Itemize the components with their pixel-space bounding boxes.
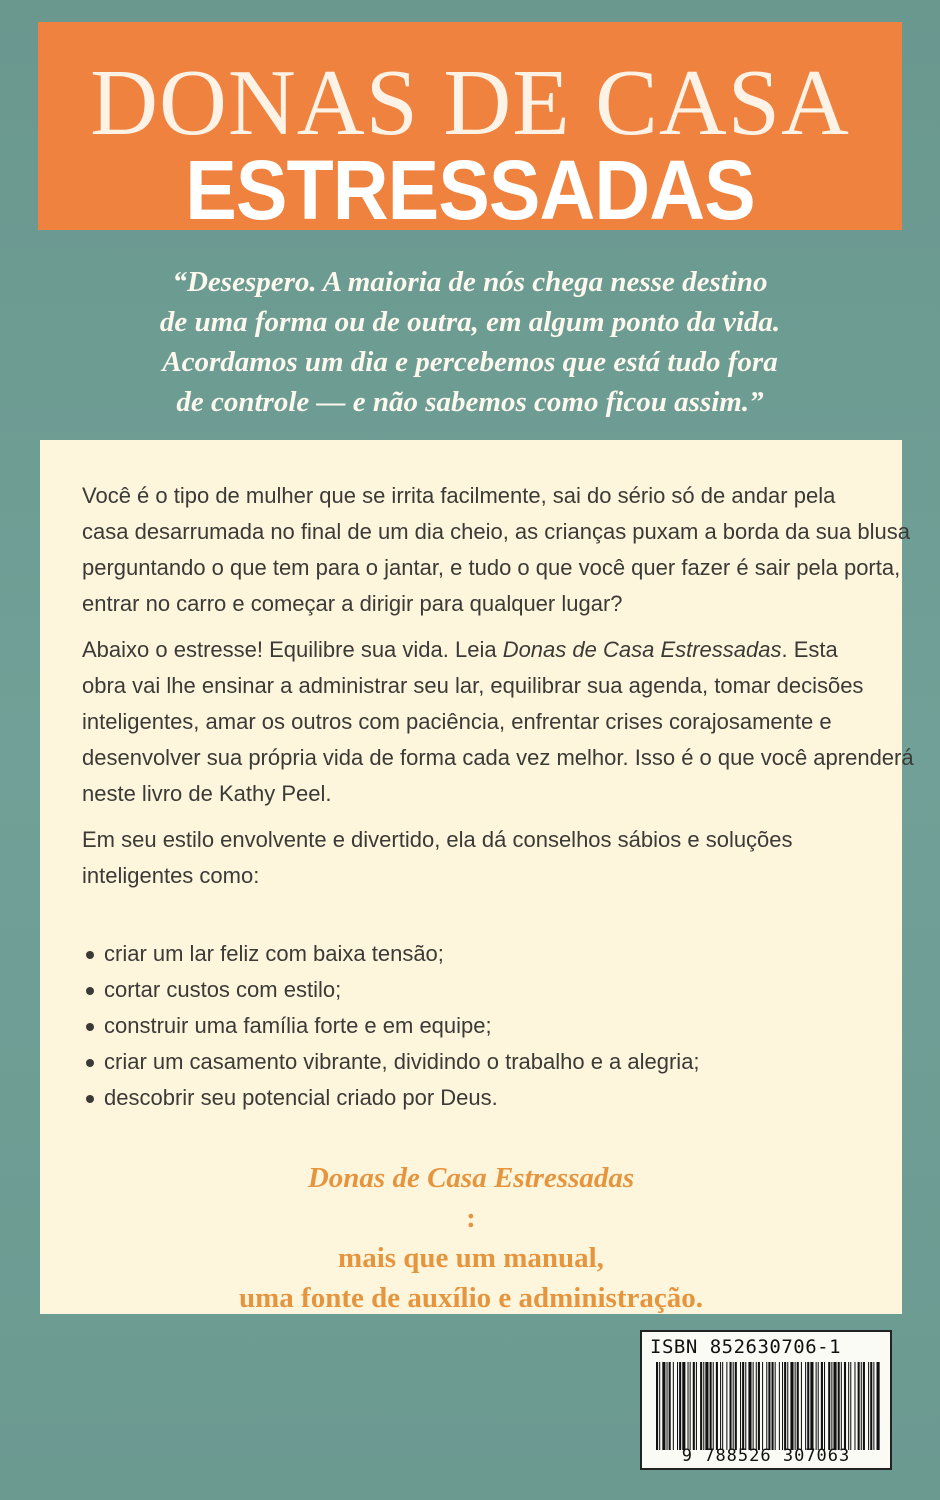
text-run: . Esta [781, 637, 838, 662]
list-item-text: cortar custos com estilo; [104, 977, 342, 1002]
barcode-bar [805, 1362, 806, 1450]
barcode-bar [816, 1362, 817, 1450]
barcode-bar [854, 1362, 855, 1450]
barcode-bar [818, 1362, 819, 1450]
barcode-bar [673, 1362, 674, 1450]
barcode-bar [821, 1362, 823, 1450]
barcode-bar [733, 1362, 734, 1450]
list-item [82, 1008, 862, 1044]
bullet-icon [86, 1059, 94, 1067]
barcode-bar [848, 1362, 849, 1450]
barcode-bar [784, 1362, 786, 1450]
barcode-bar [828, 1362, 830, 1450]
barcode-bar [831, 1362, 832, 1450]
paragraph-line: Você é o tipo de mulher que se irrita facilmente, sai do sério só de andar pela [82, 483, 836, 508]
list-item [82, 1080, 862, 1116]
barcode-bar [779, 1362, 780, 1450]
barcode-bar [696, 1362, 697, 1450]
barcode-bar [863, 1362, 865, 1450]
barcode-bar [868, 1362, 869, 1450]
list-item [82, 936, 862, 972]
barcode-bar [682, 1362, 685, 1450]
barcode-bar [810, 1362, 813, 1450]
text-run: Abaixo o estresse! Equilibre sua vida. Leia [82, 637, 503, 662]
barcode-bar [833, 1362, 836, 1450]
bullet-icon [86, 1023, 94, 1031]
barcode-bar [735, 1362, 737, 1450]
quote-line: “Desespero. A maioria de nós chega nesse destino [172, 266, 768, 298]
barcode-bar [667, 1362, 668, 1450]
barcode-bar [775, 1362, 776, 1450]
barcode-bar [756, 1362, 757, 1450]
barcode-bar [669, 1362, 671, 1450]
barcode-bar [844, 1362, 846, 1450]
tagline [40, 1158, 902, 1318]
barcode-bar [877, 1362, 880, 1450]
barcode-bar [762, 1362, 763, 1450]
barcode-icon [656, 1362, 880, 1450]
barcode-bar [795, 1362, 796, 1450]
barcode-bar [726, 1362, 727, 1450]
paragraph-line: entrar no carro e começar a dirigir para qualquer lugar? [82, 591, 623, 616]
barcode-bar [677, 1362, 678, 1450]
barcode-bar [745, 1362, 746, 1450]
tagline-title: Donas de Casa Estressadas [307, 1162, 635, 1194]
isbn-label: ISBN 852630706-1 [650, 1336, 842, 1358]
paragraph-line [82, 632, 850, 668]
barcode-bar [782, 1362, 783, 1450]
barcode-bar [722, 1362, 723, 1450]
barcode-bar [850, 1362, 851, 1450]
pull-quote [70, 262, 870, 422]
paragraph-line: casa desarrumada no final de um dia cheio, as crianças puxam a borda da sua blusa [82, 519, 910, 544]
barcode-bar [716, 1362, 718, 1450]
paragraph-line: inteligentes como: [82, 863, 260, 888]
barcode-bar [713, 1362, 714, 1450]
paragraph-intro [82, 478, 910, 622]
barcode-bar [748, 1362, 751, 1450]
barcode-bar [693, 1362, 695, 1450]
barcode-bar [679, 1362, 681, 1450]
quote-line: de controle — e não sabemos como ficou assim.” [176, 386, 764, 418]
barcode-bar [703, 1362, 704, 1450]
list-item-text: construir uma família forte e em equipe; [104, 1013, 492, 1038]
barcode-bar [861, 1362, 862, 1450]
barcode-bar [740, 1362, 741, 1450]
barcode-bar [766, 1362, 767, 1450]
bullet-icon [86, 951, 94, 959]
tagline-line: uma fonte de auxílio e administração. [239, 1282, 703, 1314]
barcode-bar [730, 1362, 732, 1450]
quote-line: Acordamos um dia e percebemos que está tudo fora [162, 346, 778, 378]
paragraph-line: obra vai lhe ensinar a administrar seu lar, equilibrar sua agenda, tomar decisões [82, 673, 864, 698]
barcode-bar [858, 1362, 860, 1450]
tagline-colon: : [466, 1202, 476, 1234]
barcode-bar [797, 1362, 799, 1450]
isbn-digits: 9 788526 307063 [681, 1446, 851, 1466]
barcode-bar [753, 1362, 754, 1450]
isbn-barcode-box [640, 1330, 892, 1470]
list-item [82, 972, 862, 1008]
list-item [82, 1044, 862, 1080]
tagline-line: mais que um manual, [338, 1242, 604, 1274]
barcode-bar [824, 1362, 825, 1450]
paragraph-line: inteligentes, amar os outros com paciência, enfrentar crises corajosamente e [82, 709, 832, 734]
barcode-bar [710, 1362, 712, 1450]
barcode-bar [688, 1362, 689, 1450]
title-banner [38, 22, 902, 237]
barcode-bar [772, 1362, 774, 1450]
barcode-bar [659, 1362, 660, 1450]
barcode-bar [841, 1362, 842, 1450]
barcode-bar [700, 1362, 702, 1450]
tips-list [82, 936, 862, 1116]
list-item-text: criar um lar feliz com baixa tensão; [104, 941, 444, 966]
book-title-line1: DONAS DE CASA [90, 51, 850, 155]
paragraph-line: Em seu estilo envolvente e divertido, ela dá conselhos sábios e soluções [82, 827, 793, 852]
barcode-bar [801, 1362, 802, 1450]
barcode-bar [807, 1362, 809, 1450]
barcode-bar [720, 1362, 721, 1450]
tagline-line [40, 1158, 902, 1238]
paragraph-style [82, 822, 850, 894]
bullet-icon [86, 987, 94, 995]
barcode-bar [790, 1362, 793, 1450]
quote-line: de uma forma ou de outra, em algum ponto da vida. [159, 306, 781, 338]
paragraph-line: neste livro de Kathy Peel. [82, 781, 332, 806]
description-panel [40, 440, 914, 1314]
barcode-bar [662, 1362, 665, 1450]
book-title-italic: Donas de Casa Estressadas [502, 637, 782, 662]
barcode-bar [656, 1362, 658, 1450]
bullet-icon [86, 1095, 94, 1103]
barcode-bar [838, 1362, 840, 1450]
barcode-bar [690, 1362, 691, 1450]
barcode-bar [742, 1362, 744, 1450]
book-title-line2: ESTRESSADAS [185, 143, 755, 237]
barcode-bar [870, 1362, 872, 1450]
barcode-bar [873, 1362, 874, 1450]
list-item-text: criar um casamento vibrante, dividindo o trabalho e a alegria; [104, 1049, 700, 1074]
list-item-text: descobrir seu potencial criado por Deus. [104, 1085, 498, 1110]
barcode-bar [705, 1362, 708, 1450]
barcode-bar [758, 1362, 760, 1450]
paragraph-line: perguntando o que tem para o jantar, e tudo o que você quer fazer é sair pela porta, [82, 555, 901, 580]
barcode-bar [768, 1362, 770, 1450]
paragraph-line: desenvolver sua própria vida de forma cada vez melhor. Isso é o que você aprenderá [82, 745, 914, 770]
barcode-bar [787, 1362, 788, 1450]
paragraph-pitch [82, 632, 914, 812]
